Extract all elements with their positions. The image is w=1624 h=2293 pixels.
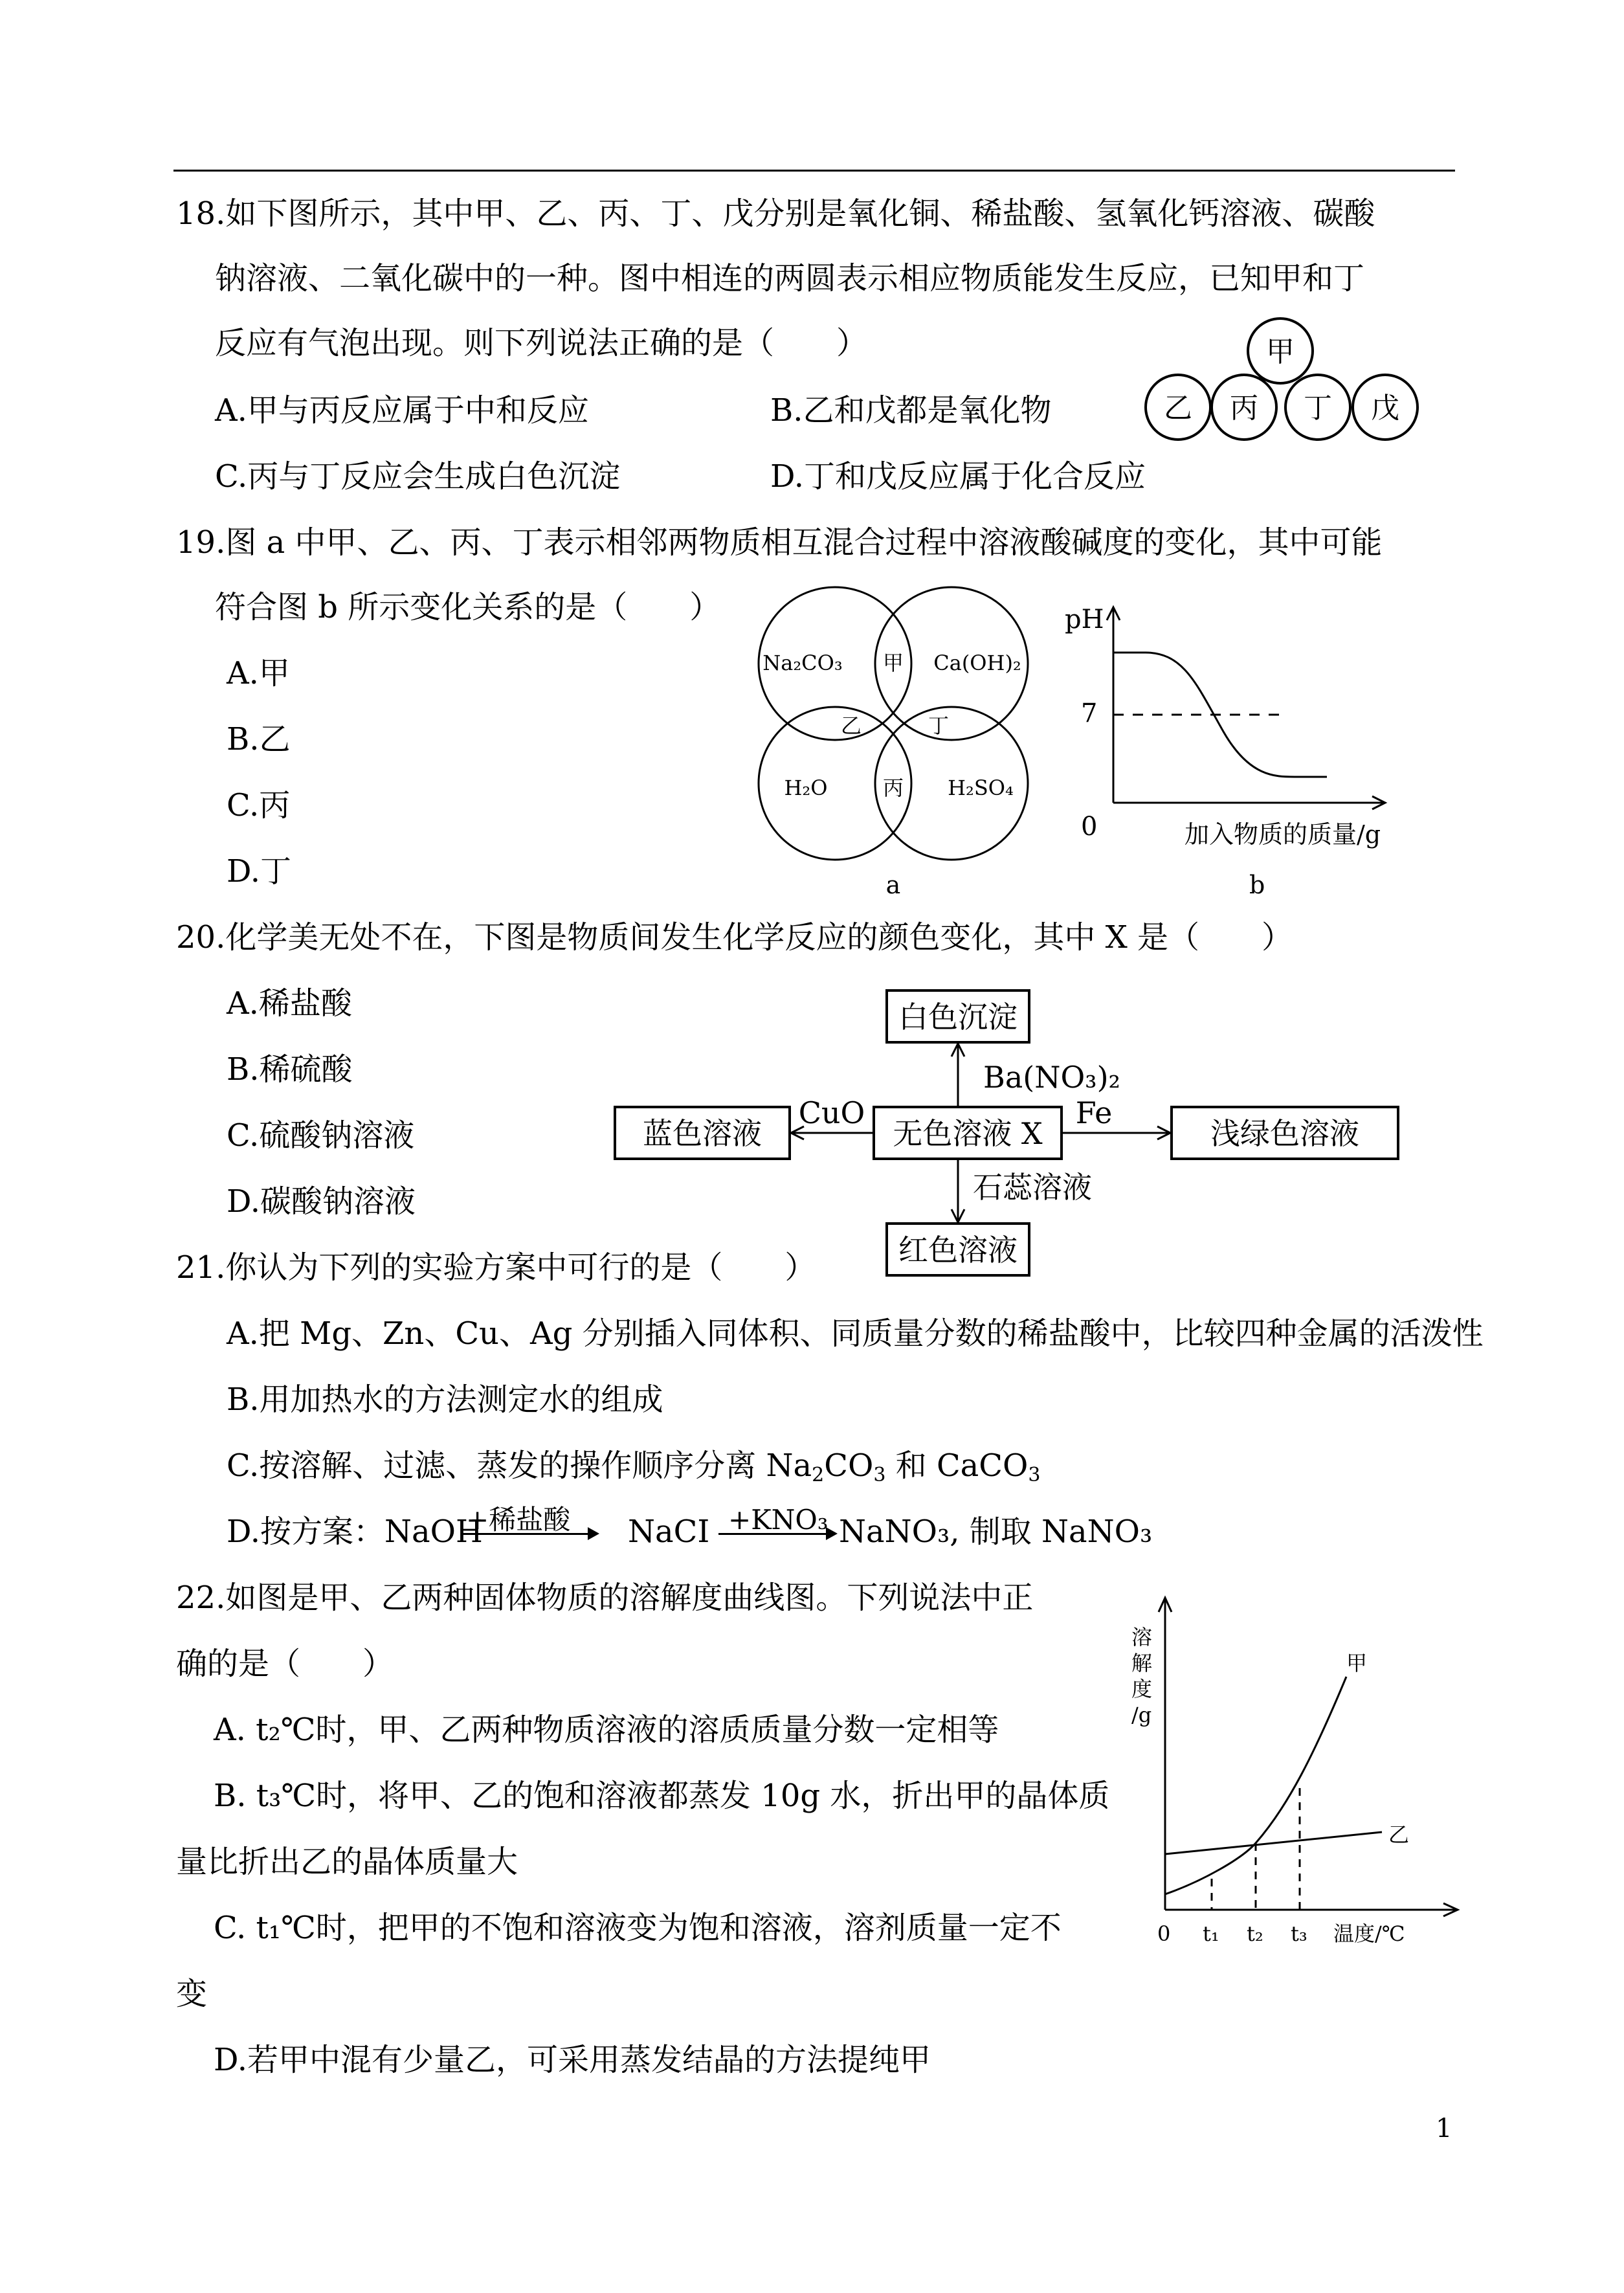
q22-solubility-graph xyxy=(1126,1586,1463,1949)
q21-stem-line1: 21.你认为下列的实验方案中可行的是（ ） xyxy=(176,1249,816,1286)
venn-yi: 乙 xyxy=(840,713,862,738)
flow-reagent-cuo: CuO xyxy=(798,1095,865,1130)
ph-graph-caption: b xyxy=(1249,871,1265,899)
venn-caption: a xyxy=(885,871,901,899)
subscript: 2 xyxy=(812,1464,825,1486)
subscript: 3 xyxy=(873,1464,886,1486)
q21-option-d-mid: NaCI xyxy=(628,1514,710,1550)
q21-option-d-end: NaNO₃, 制取 NaNO₃ xyxy=(839,1514,1153,1550)
q20-option-a: A.稀盐酸 xyxy=(227,985,352,1022)
header-rule xyxy=(173,170,1455,172)
xtick-t3: t₃ xyxy=(1291,1921,1307,1946)
ph-axis-label: pH xyxy=(1065,605,1104,634)
q22-stem-line2: 确的是（ ） xyxy=(176,1646,394,1682)
circle-label-jia: 甲 xyxy=(1266,335,1295,368)
q21-arrow2-label: +KNO₃ xyxy=(728,1504,829,1536)
venn-caoh2: Ca(OH)₂ xyxy=(933,651,1021,675)
q18-stem-line1: 18.如下图所示，其中甲、乙、丙、丁、戊分别是氧化铜、稀盐酸、氢氧化钙溶液、碳酸 xyxy=(176,196,1375,232)
q19-stem-line1: 19.图 a 中甲、乙、丙、丁表示相邻两物质相互混合过程中溶液酸碱度的变化，其中可能 xyxy=(176,524,1383,561)
q22-option-a: A. t₂℃时，甲、乙两种物质溶液的溶质质量分数一定相等 xyxy=(214,1712,999,1748)
solubility-ylabel-2: 解 xyxy=(1131,1651,1153,1675)
q19-option-a: A.甲 xyxy=(227,655,290,691)
q19-ph-graph xyxy=(1062,596,1463,906)
q19-option-c: C.丙 xyxy=(227,787,291,823)
q21-option-c-formula2: 和 CaCO xyxy=(885,1448,1029,1484)
q18-stem-line2: 钠溶液、二氧化碳中的一种。图中相连的两圆表示相应物质能发生反应，已知甲和丁 xyxy=(215,260,1365,296)
venn-bing: 丙 xyxy=(882,776,904,800)
q21-arrow2 xyxy=(718,1533,835,1535)
ph-origin-label: 0 xyxy=(1081,812,1098,842)
q20-stem-line1: 20.化学美无处不在，下图是物质间发生化学反应的颜色变化，其中 X 是（ ） xyxy=(176,919,1293,956)
flow-reagent-ba-no3: Ba(NO₃)₂ xyxy=(983,1060,1120,1095)
q22-option-c-line1: C. t₁℃时，把甲的不饱和溶液变为饱和溶液，溶剂质量一定不 xyxy=(214,1910,1062,1946)
venn-h2o: H₂O xyxy=(784,776,828,800)
q18-option-d: D.丁和戊反应属于化合反应 xyxy=(770,458,1146,495)
q18-option-c: C.丙与丁反应会生成白色沉淀 xyxy=(215,458,621,495)
circle-label-ding: 丁 xyxy=(1304,392,1332,425)
q21-option-d-start: D.按方案：NaOH xyxy=(227,1514,483,1550)
q18-circle-diagram xyxy=(1126,317,1437,447)
venn-na2co3: Na₂CO₃ xyxy=(762,651,843,675)
q18-option-b: B.乙和戊都是氧化物 xyxy=(770,392,1052,429)
venn-jia: 甲 xyxy=(882,651,904,675)
xtick-t2: t₂ xyxy=(1247,1921,1263,1946)
ph-7-label: 7 xyxy=(1081,699,1098,728)
subscript: 3 xyxy=(1028,1464,1041,1486)
xtick-0: 0 xyxy=(1157,1921,1171,1946)
solubility-xlabel: 温度/℃ xyxy=(1333,1921,1405,1946)
circle-label-bing: 丙 xyxy=(1230,392,1258,425)
circle-label-wu: 戊 xyxy=(1371,392,1399,425)
venn-ding: 丁 xyxy=(928,713,950,738)
q19-option-b: B.乙 xyxy=(227,721,291,757)
q22-option-b-line2: 量比折出乙的晶体质量大 xyxy=(176,1844,518,1880)
ph-x-axis-label: 加入物质的质量/g xyxy=(1185,820,1381,849)
xtick-t1: t₁ xyxy=(1203,1921,1219,1946)
q22-option-d: D.若甲中混有少量乙，可采用蒸发结晶的方法提纯甲 xyxy=(214,2042,931,2078)
circle-label-yi: 乙 xyxy=(1164,392,1192,425)
q21-option-c-formula: CO xyxy=(824,1448,874,1484)
q22-option-c-line2: 变 xyxy=(176,1976,208,2012)
q20-option-c: C.硫酸钠溶液 xyxy=(227,1117,415,1154)
venn-h2so4: H₂SO₄ xyxy=(948,776,1014,800)
q20-option-d: D.碳酸钠溶液 xyxy=(227,1183,416,1220)
flow-reagent-litmus: 石蕊溶液 xyxy=(973,1170,1092,1205)
q19-option-d: D.丁 xyxy=(227,853,292,889)
q21-arrow2-head xyxy=(826,1527,838,1540)
q21-option-c-text: C.按溶解、过滤、蒸发的操作顺序分离 Na xyxy=(227,1448,812,1484)
q18-option-a: A.甲与丙反应属于中和反应 xyxy=(215,392,589,429)
q22-option-b-line1: B. t₃℃时，将甲、乙的饱和溶液都蒸发 10g 水，折出甲的晶体质 xyxy=(214,1778,1110,1814)
curve-label-jia: 甲 xyxy=(1346,1651,1368,1675)
page-number: 1 xyxy=(1436,2114,1452,2143)
q21-arrow1-head xyxy=(588,1527,599,1540)
q21-option-b: B.用加热水的方法测定水的组成 xyxy=(227,1381,663,1418)
solubility-ylabel-3: 度 xyxy=(1131,1677,1153,1701)
flow-blue-solution: 蓝色溶液 xyxy=(643,1116,762,1151)
q18-stem-line3: 反应有气泡出现。则下列说法正确的是（ ） xyxy=(215,325,868,361)
flow-reagent-fe: Fe xyxy=(1075,1095,1113,1130)
flow-red-solution: 红色溶液 xyxy=(898,1233,1018,1268)
q20-option-b: B.稀硫酸 xyxy=(227,1051,353,1088)
q21-option-a: A.把 Mg、Zn、Cu、Ag 分别插入同体积、同质量分数的稀盐酸中，比较四种金属的活泼性 xyxy=(227,1315,1484,1352)
flow-colorless-x: 无色溶液 X xyxy=(893,1116,1043,1151)
q22-stem-line1: 22.如图是甲、乙两种固体物质的溶解度曲线图。下列说法中正 xyxy=(176,1580,1034,1616)
curve-label-yi: 乙 xyxy=(1388,1822,1410,1847)
flow-white-precipitate: 白色沉淀 xyxy=(898,1000,1018,1035)
q21-arrow1-label: +稀盐酸 xyxy=(466,1504,571,1536)
q19-venn-diagram xyxy=(757,583,1068,906)
q21-arrow1 xyxy=(461,1533,597,1535)
q21-option-c xyxy=(227,1446,1040,1495)
solubility-ylabel-4: /g xyxy=(1131,1703,1152,1727)
q19-stem-line2: 符合图 b 所示变化关系的是（ ） xyxy=(215,589,721,625)
flow-light-green-solution: 浅绿色溶液 xyxy=(1210,1116,1359,1151)
solubility-ylabel-1: 溶 xyxy=(1131,1625,1153,1650)
